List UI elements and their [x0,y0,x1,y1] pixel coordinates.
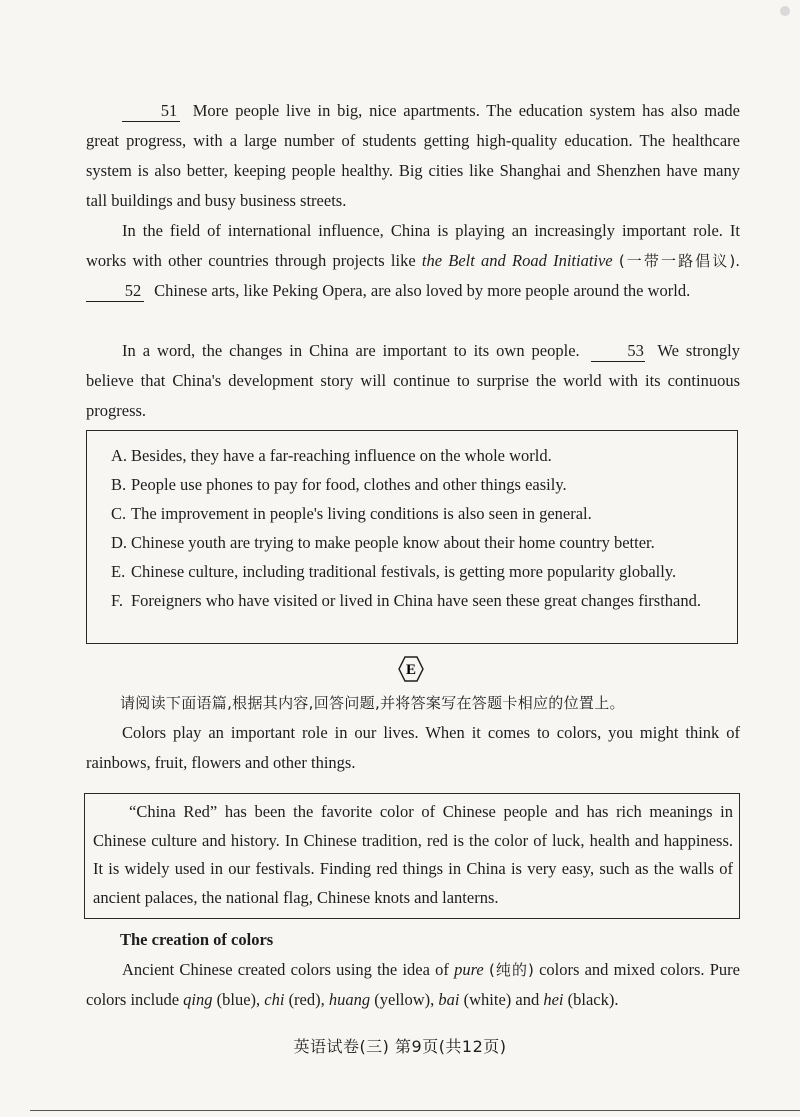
gloss: (red), [288,990,325,1009]
option-letter: F. [111,591,123,610]
blank-53: 53 [591,341,645,362]
creation-of-colors-paragraph [86,955,740,1015]
option-d [111,528,727,557]
option-text: Besides, they have a far-reaching influence on the whole world. [131,446,552,465]
option-text: The improvement in people's living conditions is also seen in general. [131,504,592,523]
term-qing: qing [183,990,213,1009]
blank-51: 51 [122,101,180,122]
option-letter: E. [111,562,126,581]
gloss: (yellow), [374,990,435,1009]
blank-52: 52 [86,281,144,302]
gloss: (black). [567,990,619,1009]
option-b [111,470,727,499]
section-heading: The creation of colors [120,930,274,949]
china-red-box [84,793,740,919]
scan-mark [780,6,790,16]
china-red-text: “China Red” has been the favorite color of Chinese people and has rich meanings in Chinese culture and history. In Chinese tradition, red is the color of luck, health and happiness. It is widely used in our festivals. Finding red things in China is very easy, such as the walls of ancient palaces, the national flag, Chinese knots and lanterns. [93,802,733,907]
page-footer: 英语试卷(三) 第9页(共12页) [293,1037,507,1056]
paragraph-53 [86,336,740,426]
paragraph-text: We strongly believe that China's development story will continue to surprise the world with its continuous progress. [86,341,740,420]
term-hei: hei [543,990,564,1009]
option-f [111,586,727,615]
option-a [111,441,727,470]
option-e [111,557,727,586]
section-e-instruction: 请阅读下面语篇,根据其内容,回答问题,并将答案写在答题卡相应的位置上。 [120,694,625,712]
term-pure: pure [454,960,484,979]
options-box [86,430,738,644]
paragraph-text: Chinese arts, like Peking Opera, are also loved by more people around the world. [154,281,691,300]
option-text: People use phones to pay for food, clothes and other things easily. [131,475,567,494]
option-letter: B. [111,475,127,494]
term-chi: chi [264,990,285,1009]
chinese-gloss: (纯的) [488,961,534,979]
paragraph-text: More people live in big, nice apartments. The education system has also made great progress, with a large number of students getting high-quality education. The healthcare system is also better, keeping people healthy. Big cities like Shanghai and Shenzhen have many tall buildings and busy business streets. [86,101,740,210]
option-letter: D. [111,533,128,552]
term-bai: bai [438,990,460,1009]
section-e-hexagon-icon [398,656,424,682]
chinese-note: (一带一路倡议). [618,252,740,270]
option-c [111,499,727,528]
gloss: (white) and [463,990,540,1009]
body-text: colors and mixed colors. Pure colors include [86,960,740,1009]
body-text: Ancient Chinese created colors using the idea of [122,960,449,979]
option-letter: C. [111,504,127,523]
option-letter: A. [111,446,128,465]
gloss: (blue), [216,990,261,1009]
option-text: Foreigners who have visited or lived in China have seen these great changes firsthand. [131,591,701,610]
term-huang: huang [328,990,371,1009]
paragraph-51 [86,96,740,216]
paragraph-text: In a word, the changes in China are important to its own people. [122,341,580,360]
paragraph-text: In the field of international influence, China is playing an increasingly important role. It works with other countries through projects like [86,221,740,270]
paragraph-52 [86,216,740,306]
option-text: Chinese youth are trying to make people know about their home country better. [131,533,655,552]
option-text: Chinese culture, including traditional festivals, is getting more popularity globally. [131,562,677,581]
bottom-rule [30,1110,800,1111]
belt-and-road-term: the Belt and Road Initiative [421,251,613,270]
section-e-intro: Colors play an important role in our lives. When it comes to colors, you might think of rainbows, fruit, flowers and other things. [86,723,740,772]
section-e-letter: E [405,662,417,678]
